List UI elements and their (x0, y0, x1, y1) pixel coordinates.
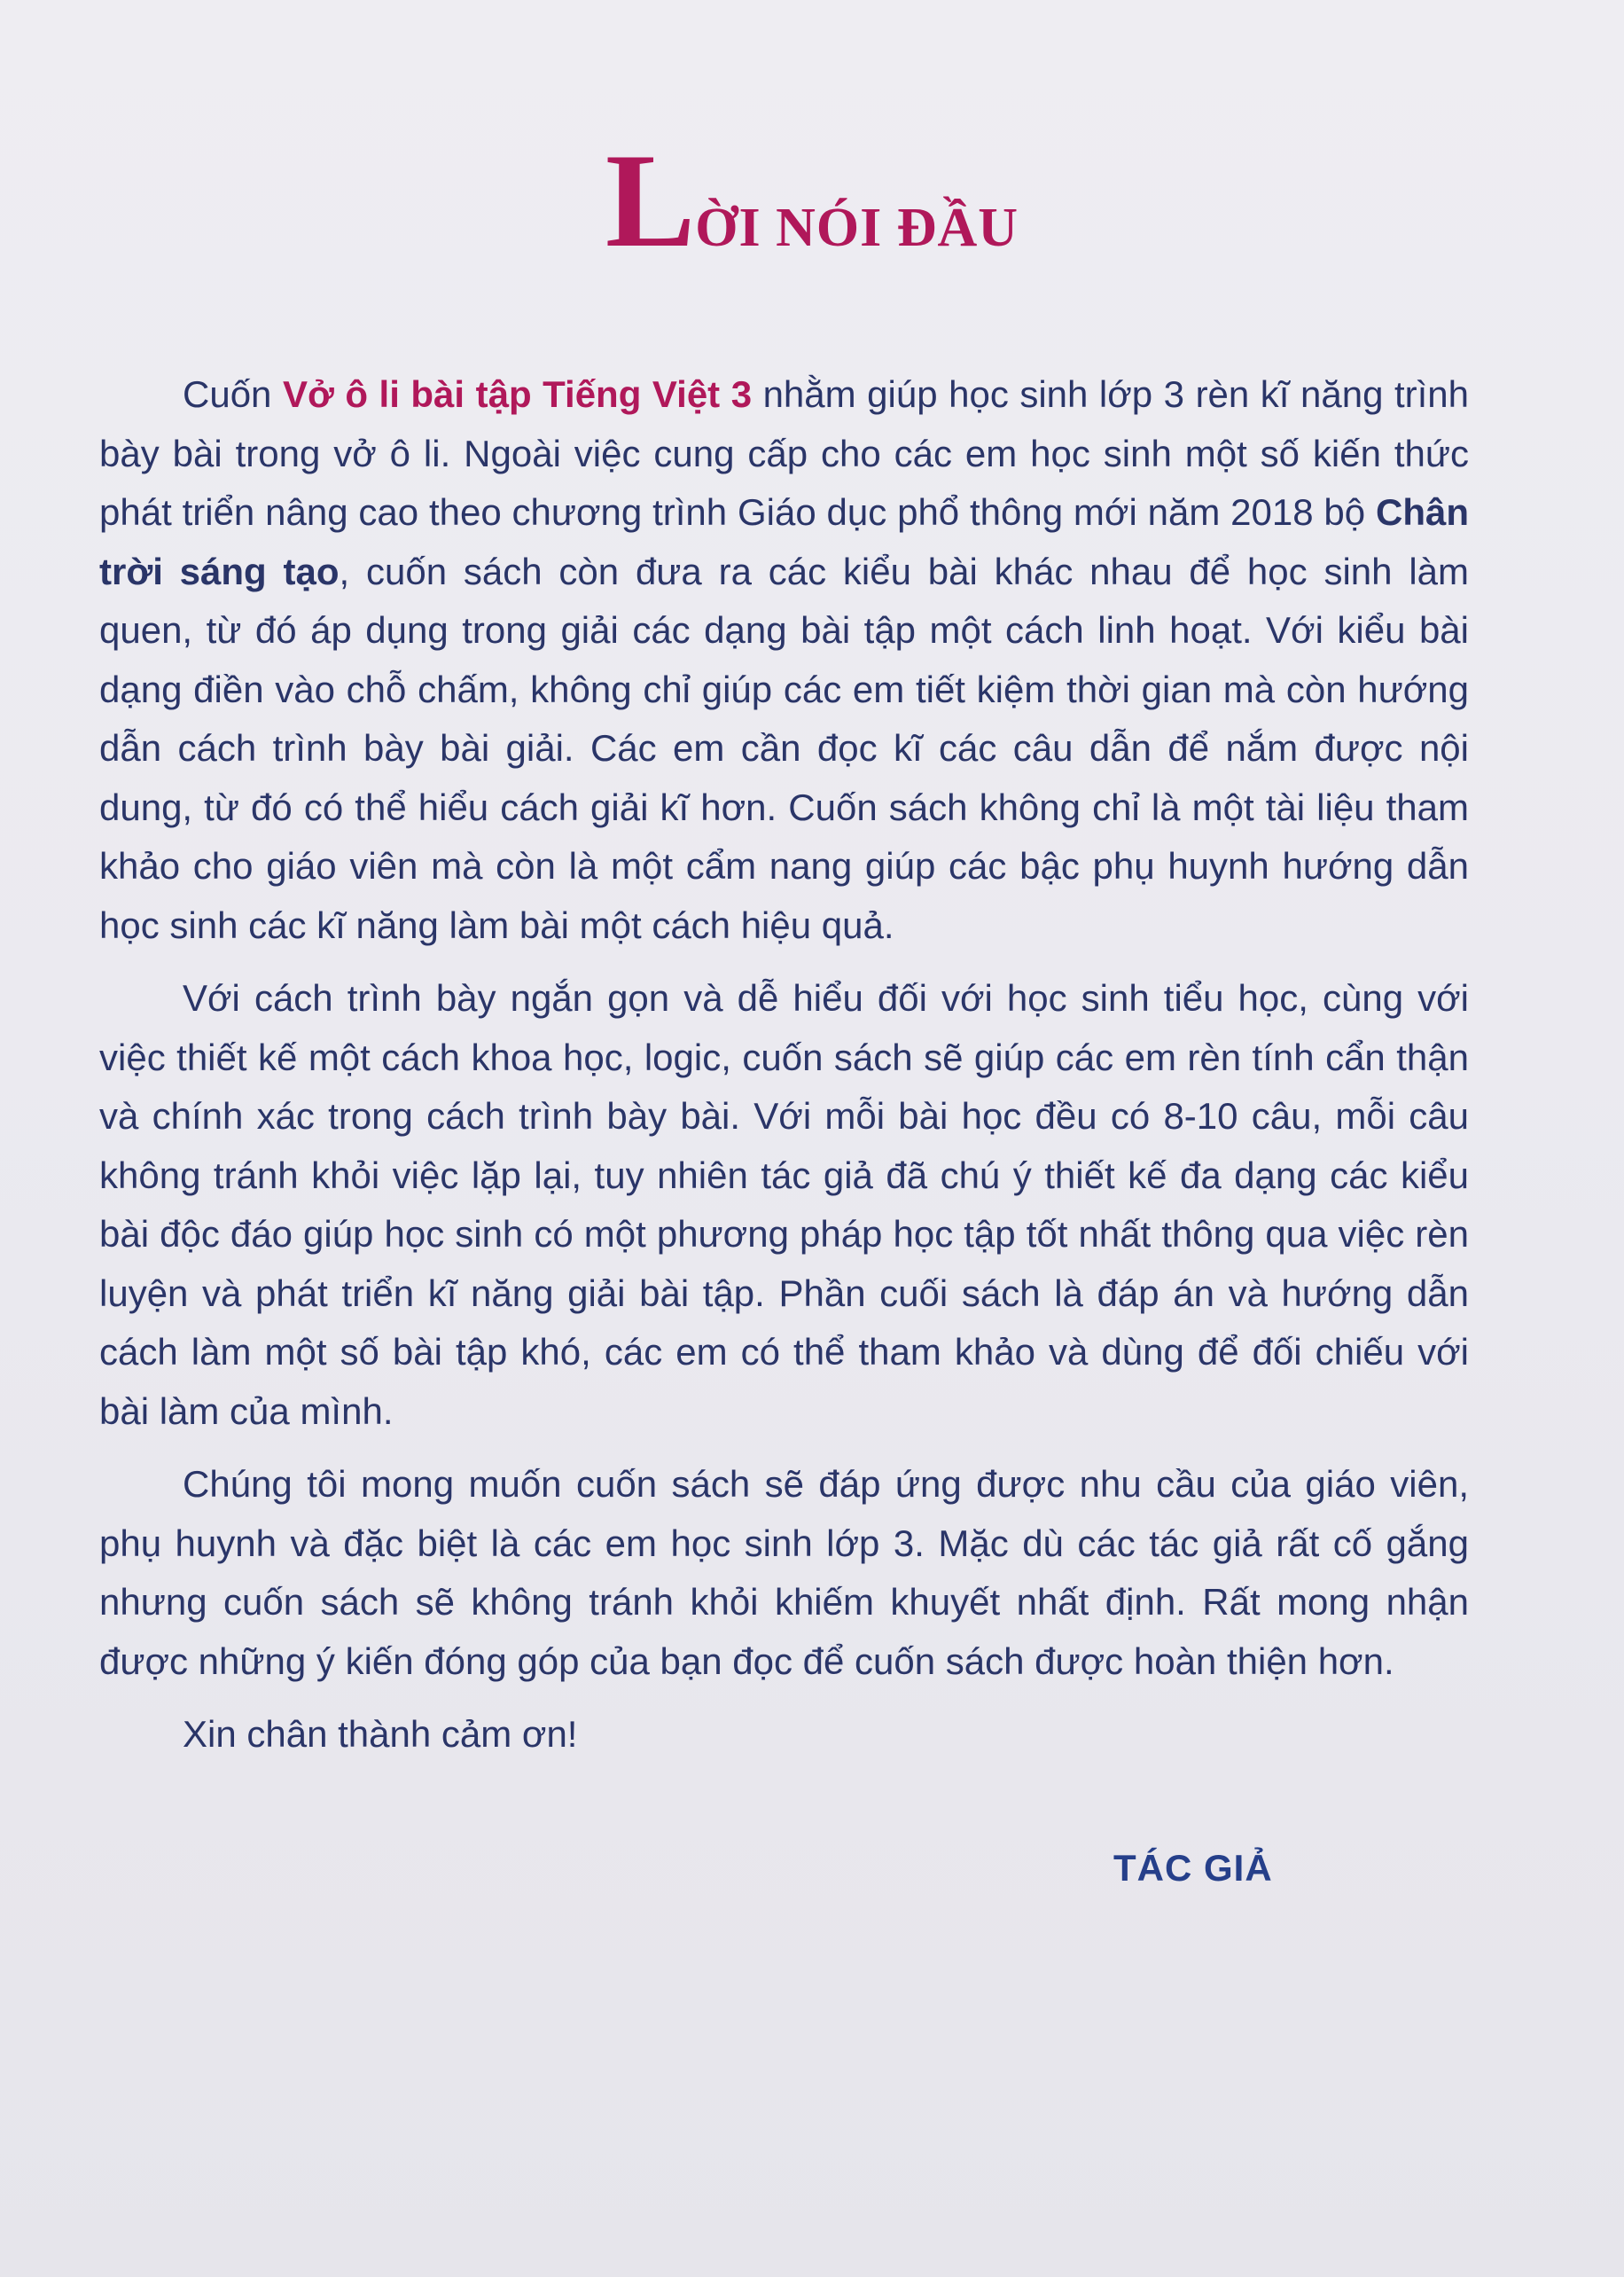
paragraph-1-part-3: , cuốn sách còn đưa ra các kiểu bài khác nhau để học sinh làm quen, từ đó áp dụng trong giải các dạng bài tập một cách linh hoạt. Với kiểu bài dạng điền vào chỗ chấm, không chỉ giúp các em tiết kiệm thời gian mà còn hướng dẫn cách trình bày bài giải. Các em cần đọc kĩ các câu dẫn để nắm được nội dung, từ đó có thể hiểu cách giải kĩ hơn. Cuốn sách không chỉ là một tài liệu tham khảo cho giáo viên mà còn là một cẩm nang giúp các bậc phụ huynh hướng dẫn học sinh các kĩ năng làm bài một cách hiệu quả. (99, 550, 1469, 946)
thanks-line: Xin chân thành cảm ơn! (183, 1713, 578, 1755)
page-title (0, 126, 1624, 275)
paragraph-1-part-2: nhằm giúp học sinh lớp 3 rèn kĩ năng trình bày bài trong vở ô li. Ngoài việc cung cấp cho các em học sinh một số kiến thức phát triển nâng cao theo chương trình Giáo dục phổ thông mới năm 2018 bộ (99, 373, 1469, 533)
paragraph-2: Với cách trình bày ngắn gọn và dễ hiểu đối với học sinh tiểu học, cùng với việc thiết kế một cách khoa học, logic, cuốn sách sẽ giúp các em rèn tính cẩn thận và chính xác trong cách trình bày bài. Với mỗi bài học đều có 8-10 câu, mỗi câu không tránh khỏi việc lặp lại, tuy nhiên tác giả đã chú ý thiết kế đa dạng các kiểu bài độc đáo giúp học sinh có một phương pháp học tập tốt nhất thông qua việc rèn luyện và phát triển kĩ năng giải bài tập. Phần cuối sách là đáp án và hướng dẫn cách làm một số bài tập khó, các em có thể tham khảo và dùng để đối chiếu với bài làm của mình. (99, 977, 1469, 1432)
paragraph-1-part-1: Cuốn (183, 373, 283, 415)
title-rest: ỜI NÓI ĐẦU (695, 198, 1019, 258)
series-name: Chân trời sáng tạo (99, 491, 1469, 592)
preface-body (99, 365, 1469, 1779)
paragraph-1 (99, 365, 1469, 955)
paragraph-3: Chúng tôi mong muốn cuốn sách sẽ đáp ứng được nhu cầu của giáo viên, phụ huynh và đặc biệt là các em học sinh lớp 3. Mặc dù các tác giả rất cố gắng nhưng cuốn sách sẽ không tránh khỏi khiếm khuyết nhất định. Rất mong nhận được những ý kiến đóng góp của bạn đọc để cuốn sách được hoàn thiện hơn. (99, 1463, 1469, 1682)
book-title: Vở ô li bài tập Tiếng Việt 3 (282, 373, 753, 415)
title-drop-letter: L (605, 126, 696, 275)
author-signature: TÁC GIẢ (1113, 1847, 1273, 1889)
